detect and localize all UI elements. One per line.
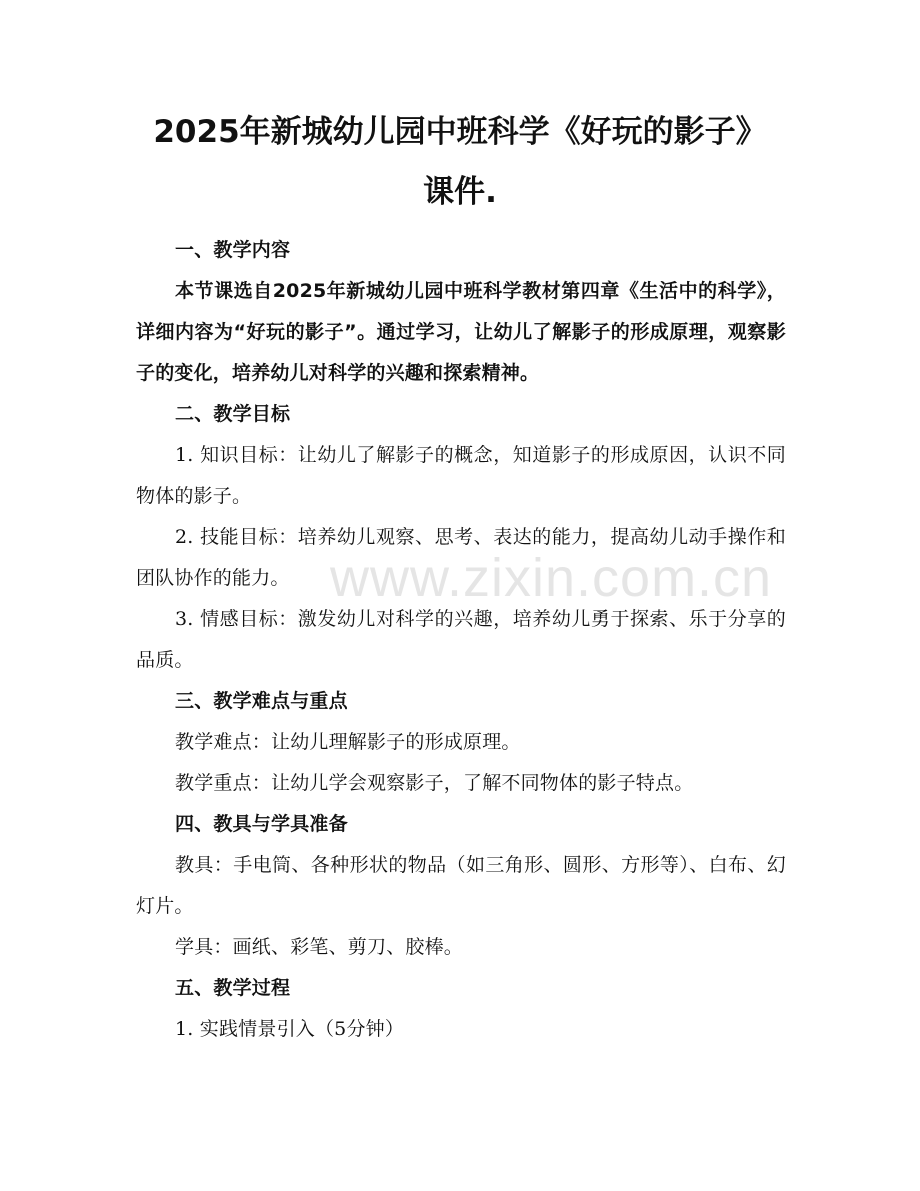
- watermark-text: www.zixin.com.cn: [330, 548, 773, 608]
- document-title-line-1: 2025年新城幼儿园中班科学《好玩的影子》: [153, 114, 767, 150]
- objective-emotion: 3. 情感目标：激发幼儿对科学的兴趣，培养幼儿勇于探索、乐于分享的品质。: [136, 608, 786, 671]
- key-point-paragraph: 教学重点：让幼儿学会观察影子，了解不同物体的影子特点。: [175, 772, 694, 794]
- process-step-1: 1. 实践情景引入（5分钟）: [175, 1018, 405, 1040]
- section-heading-content: 一、教学内容: [175, 239, 291, 261]
- difficulty-paragraph: 教学难点：让幼儿理解影子的形成原理。: [175, 731, 521, 753]
- section-heading-objectives: 二、教学目标: [175, 403, 291, 425]
- document-title-line-2: 课件.: [423, 174, 497, 210]
- section-heading-process: 五、教学过程: [175, 977, 291, 999]
- section-heading-aids: 四、教具与学具准备: [175, 813, 348, 835]
- objective-skill: 2. 技能目标：培养幼儿观察、思考、表达的能力，提高幼儿动手操作和团队协作的能力。: [136, 526, 786, 589]
- content-intro-paragraph: 本节课选自2025年新城幼儿园中班科学教材第四章《生活中的科学》，详细内容为“好玩的影子”。通过学习，让幼儿了解影子的形成原理，观察影子的变化，培养幼儿对科学的兴趣和探索精神。: [136, 280, 786, 384]
- document-body: [136, 230, 786, 1050]
- learning-aids-paragraph: 学具：画纸、彩笔、剪刀、胶棒。: [175, 936, 464, 958]
- teaching-aids-paragraph: 教具：手电筒、各种形状的物品（如三角形、圆形、方形等）、白布、幻灯片。: [136, 854, 786, 917]
- objective-knowledge: 1. 知识目标：让幼儿了解影子的概念，知道影子的形成原因，认识不同物体的影子。: [136, 444, 786, 507]
- section-heading-difficulty: 三、教学难点与重点: [175, 690, 348, 712]
